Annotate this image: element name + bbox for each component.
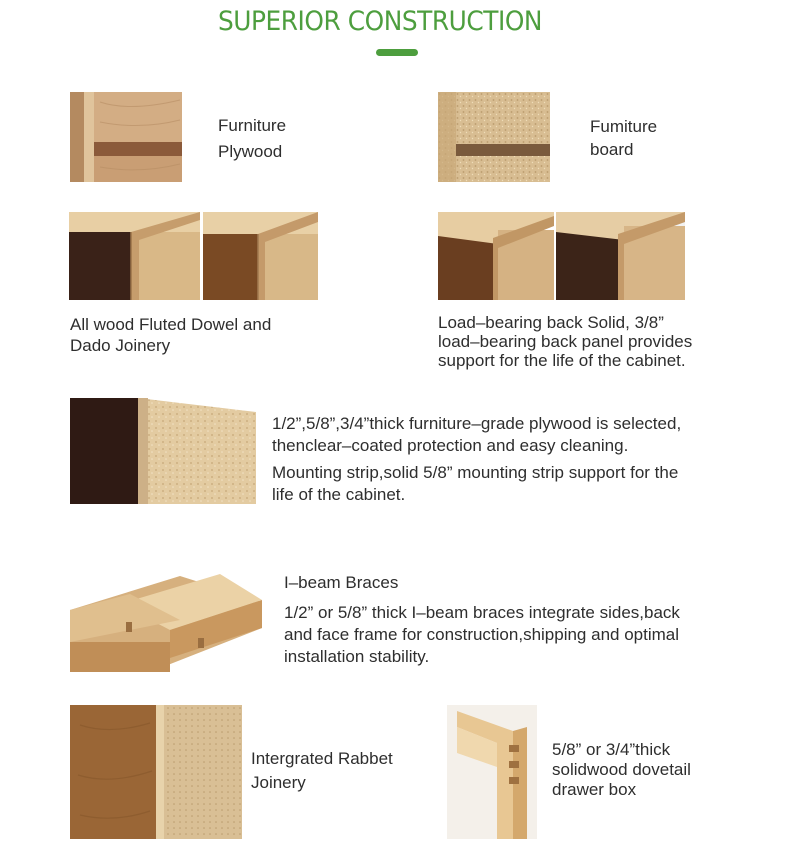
particle-board-image: [438, 92, 550, 182]
thickness-label: [272, 413, 681, 506]
back-panel-label-line1: Load–bearing back Solid, 3/8”: [438, 313, 664, 332]
back-panel-label-line2: load–bearing back panel provides: [438, 332, 693, 351]
dowel-joinery-image-1: [69, 212, 200, 300]
dovetail-drawer-image: [447, 705, 537, 839]
board-label-line2: board: [590, 140, 634, 159]
plywood-label-line2: Plywood: [218, 142, 283, 161]
dowel-label: [70, 314, 271, 356]
ibeam-label-line2: and face frame for construction,shipping and optimal: [284, 625, 680, 644]
rabbet-label: [251, 747, 393, 795]
plywood-label-line1: Furniture: [218, 116, 287, 135]
back-panel-label-line3: support for the life of the cabinet.: [438, 351, 686, 370]
dovetail-label-line1: 5/8” or 3/4”thick: [552, 740, 671, 759]
thickness-label-line4: life of the cabinet.: [272, 485, 406, 504]
ibeam-heading: I–beam Braces: [284, 573, 399, 592]
page-title: SUPERIOR CONSTRUCTION: [217, 6, 543, 37]
dowel-label-line2: Dado Joinery: [70, 336, 171, 355]
rabbet-joinery-image: [70, 705, 242, 839]
plywood-label: [218, 114, 286, 163]
dovetail-label-line2: solidwood dovetail: [552, 760, 691, 779]
title-underline: [376, 49, 418, 56]
thickness-label-line1: 1/2”,5/8”,3/4”thick furniture–grade plywood is selected,: [272, 414, 682, 433]
dovetail-label: [552, 740, 691, 800]
board-label-line1: Fumiture: [590, 117, 658, 136]
rabbet-label-line1: Intergrated Rabbet: [251, 749, 393, 768]
thickness-label-line3: Mounting strip,solid 5/8” mounting strip support for the: [272, 463, 679, 482]
back-panel-image-2: [556, 212, 685, 300]
dovetail-label-line3: drawer box: [552, 780, 637, 799]
back-panel-image-1: [438, 212, 554, 300]
dowel-joinery-image-2: [203, 212, 318, 300]
back-panel-label: [438, 313, 692, 370]
plywood-thickness-image: [70, 398, 256, 504]
rabbet-label-line2: Joinery: [251, 773, 306, 792]
ibeam-label: [284, 572, 680, 668]
ibeam-label-line1: 1/2” or 5/8” thick I–beam braces integrate sides,back: [284, 603, 680, 622]
board-label: [590, 115, 657, 161]
thickness-label-line2: thenclear–coated protection and easy cleaning.: [272, 436, 629, 455]
plywood-sample-image: [70, 92, 182, 182]
ibeam-label-line3: installation stability.: [284, 647, 430, 666]
dowel-label-line1: All wood Fluted Dowel and: [70, 315, 272, 334]
ibeam-braces-image: [70, 570, 262, 672]
